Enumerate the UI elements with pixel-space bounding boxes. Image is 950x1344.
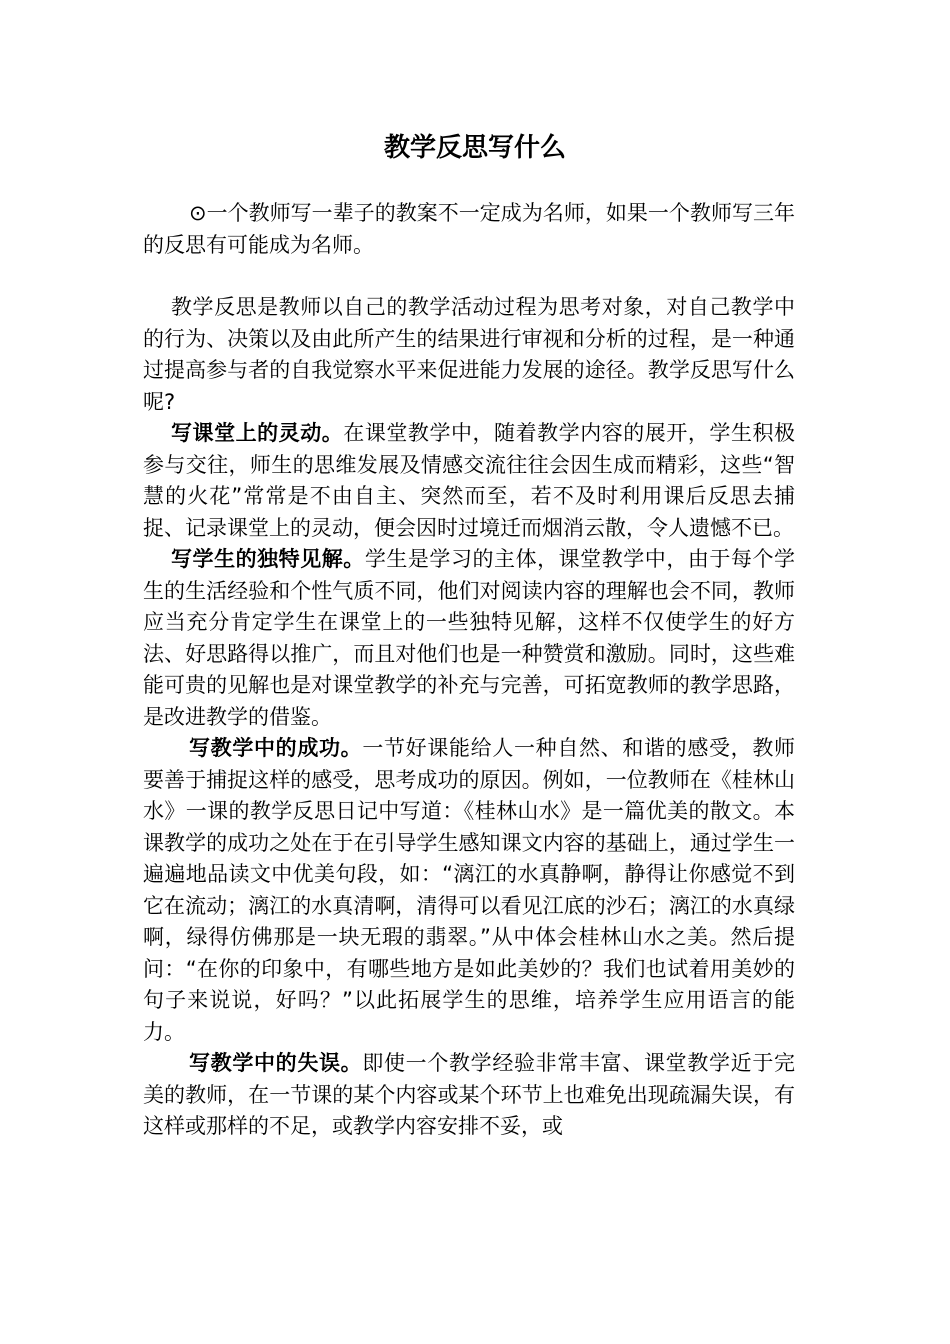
section-heading: 写课堂上的灵动。 — [171, 421, 344, 445]
opening-quote: ⊙一个教师写一辈子的教案不一定成为名师，如果一个教师写三年的反思有可能成为名师。 — [143, 201, 795, 257]
document-body — [143, 198, 795, 1143]
section-text: 即使一个教学经验非常丰富、课堂教学近于完美的教师，在一节课的某个内容或某个环节上也难免出现疏漏失误，有这样或那样的不足，或教学内容安排不妥，或 — [143, 1051, 796, 1138]
section-paragraph — [143, 733, 795, 1048]
section-heading: 写学生的独特见解。 — [171, 547, 365, 571]
page-title: 教学反思写什么 — [383, 133, 566, 163]
paragraph-gap — [143, 261, 795, 292]
section-text: 一节好课能给人一种自然、和谐的感受，教师要善于捕捉这样的感受，思考成功的原因。例如，一位教师在《桂林山水》一课的教学反思日记中写道：《桂林山水》是一篇优美的散文。本课教学的成功之处在于在引导学生感知课文内容的基础上，通过学生一遍遍地品读文中优美句段，如：“漓江的水真静啊，静得让你感觉不到它在流动；漓江的水真清啊，清得可以看见江底的沙石；漓江的水真绿啊，绿得仿佛那是一块无瑕的翡翠。”从中体会桂林山水之美。然后提问：“在你的印象中，有哪些地方是如此美妙的？我们也试着用美妙的句子来说说，好吗？”以此拓展学生的思维，培养学生应用语言的能力。 — [143, 736, 796, 1044]
section-heading: 写教学中的失误。 — [189, 1051, 363, 1075]
intro-paragraph: 教学反思是教师以自己的教学活动过程为思考对象，对自己教学中的行为、决策以及由此所产生的结果进行审视和分析的过程，是一种通过提高参与者的自我觉察水平来促进能力发展的途径。教学反思写什么呢? — [143, 295, 795, 414]
section-paragraph — [143, 544, 795, 733]
section-text: 学生是学习的主体，课堂教学中，由于每个学生的生活经验和个性气质不同，他们对阅读内容的理解也会不同，教师应当充分肯定学生在课堂上的一些独特见解，这样不仅使学生的好方法、好思路得以推广，而且对他们也是一种赞赏和激励。同时，这些难能可贵的见解也是对课堂教学的补充与完善，可拓宽教师的教学思路，是改进教学的借鉴。 — [143, 547, 796, 729]
section-paragraph — [143, 1048, 795, 1143]
section-paragraph — [143, 418, 795, 544]
section-text: 在课堂教学中，随着教学内容的展开，学生积极参与交往，师生的思维发展及情感交流往往会因生成而精彩，这些“智慧的火花”常常是不由自主、突然而至，若不及时利用课后反思去捕捉、记录课堂上的灵动，便会因时过境迁而烟消云散，令人遗憾不已。 — [143, 421, 796, 540]
section-heading: 写教学中的成功。 — [189, 736, 363, 760]
